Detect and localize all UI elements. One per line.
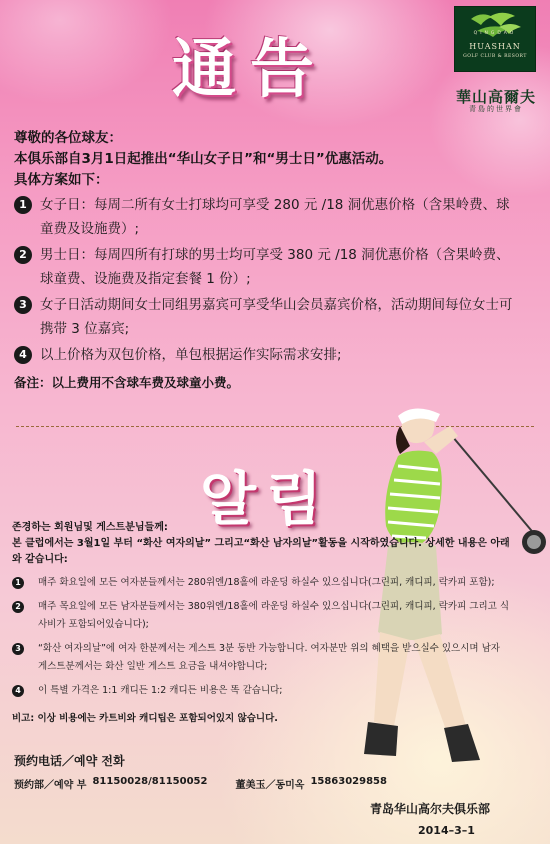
list-item: [14, 343, 520, 367]
huashan-logo-icon: [455, 7, 537, 73]
list-item: [12, 640, 512, 676]
item-number-badge: 1: [14, 196, 32, 214]
item-number-badge: 4: [14, 346, 32, 364]
item-number-badge: 4: [12, 685, 24, 697]
brand-slogan: 青島的世界會: [469, 105, 523, 113]
huashan-logo: [454, 6, 536, 72]
cn-announcement: 本俱乐部自3月1日起推出“华山女子日”和“男士日”优惠活动。: [14, 151, 393, 167]
footer-club-name: 青岛华山高尔夫俱乐部: [370, 802, 491, 816]
list-item: [14, 193, 520, 241]
list-item: [12, 682, 512, 700]
notice-title: 通告: [172, 32, 328, 107]
item-number-badge: 2: [12, 601, 24, 613]
contact-person: 董美玉／동미옥: [235, 780, 305, 791]
contact-title: 预约电话／예약 전화: [14, 754, 125, 768]
item-number-badge: 3: [14, 296, 32, 314]
item-text: 매주 화요일에 모든 여자분들께서는 280위엔/18홀에 라운딩 하실수 있으십니다(그린피, 캐디피, 락카피 포함);: [38, 577, 495, 588]
contact-person-phone: 15863029858: [310, 776, 387, 787]
cn-note: 备注：以上费用不含球车费及球童小费。: [14, 375, 240, 390]
item-text: “화산 여자의날”에 여자 한분께서는 게스트 3분 동반 가능합니다. 여자분만 위의 혜택을 받으실수 있으시며 남자 게스트분께서는 화산 일반 게스트 요금을 내셔야합니다;: [38, 643, 500, 672]
list-item: [14, 293, 520, 341]
item-text: 매주 목요일에 모든 남자분들께서는 380위엔/18홀에 라운딩 하실수 있으십니다(그린피, 캐디피, 락카피 그리고 식사비가 포함되어있습니다);: [38, 601, 509, 630]
kr-greeting: 존경하는 회원님및 게스트분님들께:: [12, 522, 168, 533]
list-item: [12, 574, 512, 592]
logo-city-label: QINGDAO: [473, 31, 517, 36]
korean-title: 알림: [200, 465, 333, 533]
list-item: [12, 598, 512, 634]
footer-date: 2014–3–1: [418, 824, 475, 837]
logo-name: HUASHAN: [469, 42, 521, 51]
item-text: 男士日：每周四所有打球的男士均可享受 380 元 /18 洞优惠价格（含果岭费、球童费、设施费及指定套餐 1 份）;: [40, 247, 510, 287]
item-number-badge: 3: [12, 643, 24, 655]
item-number-badge: 2: [14, 246, 32, 264]
cn-plan-intro: 具体方案如下：: [14, 172, 109, 188]
item-number-badge: 1: [12, 577, 24, 589]
list-item: [14, 243, 520, 291]
notice-kr: [12, 520, 512, 724]
item-text: 以上价格为双包价格，单包根据运作实际需求安排;: [40, 347, 342, 363]
notice-cn: [14, 128, 520, 391]
cn-greeting: 尊敬的各位球友：: [14, 130, 122, 146]
item-text: 이 특별 가격은 1:1 캐디든 1:2 캐디든 비용은 똑 같습니다;: [38, 685, 283, 696]
contact-dept-phone: 81150028/81150052: [92, 776, 208, 787]
kr-announcement: 본 클럽에서는 3월1일 부터 “화산 여자의날” 그리고“화산 남자의날”활동을 시작하였습니다. 상세한 내용은 아래와 같습니다:: [12, 538, 510, 565]
item-text: 女子日活动期间女士同组男嘉宾可享受华山会员嘉宾价格，活动期间每位女士可携带 3 位嘉宾;: [40, 297, 513, 337]
item-text: 女子日：每周二所有女士打球均可享受 280 元 /18 洞优惠价格（含果岭费、球童费及设施费）;: [40, 197, 510, 237]
contact-line: [14, 776, 393, 791]
logo-tagline: GOLF CLUB & RESORT: [463, 54, 527, 59]
brand-name-cn: 華山高爾夫: [455, 88, 536, 106]
kr-note: 비고: 이상 비용에는 카트비와 캐디팁은 포함되어있지 않습니다.: [12, 713, 278, 724]
contact-dept-label: 预约部／예약 부: [14, 780, 87, 791]
